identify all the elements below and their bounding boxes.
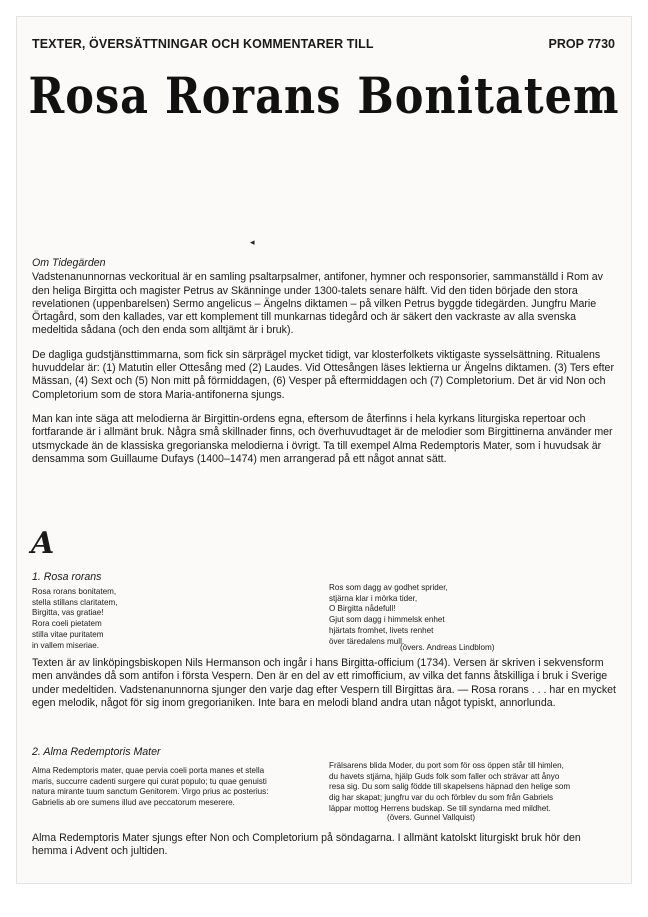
intro-section [32,257,614,477]
track-2-commentary: Alma Redemptoris Mater sjungs efter Non och Completorium på söndagarna. I allmänt katolskt liturgiskt bruk hör den hemma i Advent och jultiden. [32,832,581,858]
track-1-heading: 1. Rosa rorans [32,571,102,583]
page-title: Rosa Rorans Bonitatem [28,68,620,126]
header-subtitle: TEXTER, ÖVERSÄTTNINGAR OCH KOMMENTARER TILL [32,37,374,51]
intro-paragraph-2: De dagliga gudstjänsttimmarna, som fick sin särprägel mycket tidigt, var klosterfolkets viktigaste sysselsättning. Ritualens huvuddelar är: (1) Matutin eller Ottesång med (2) Laudes. Vid Ottesången läses lektierna ur Ängelns diktamen. (3) Ters efter Mässan, (4) Sext och (5) Non mitt på förmiddagen, (6) Vesper på eftermiddagen och (7) Completorium. Det är vid Non och Completorium som de stora Maria-antifonerna sjungs. [32,348,614,401]
track-2-latin-text: Alma Redemptoris mater, quae pervia coeli porta manes et stella maris, succurre cadenti surgere qui curat populo; tu quae genuisti natura mirante tuum sanctum Genitorem. Virgo prius ac posterius: Gabrielis ab ore sumens illud ave peccatorum meserere. [32,766,269,808]
track-2-swedish-translation: Frälsarens blida Moder, du port som för oss öppen står till himlen, du havets stjärna, hjälp Guds folk som faller och strävar att ånyo resa sig. Du som salig födde till skapelsens häpnad den helige som dig har skapat; jungfru var du och förblev du som från Gabriels läppar mottog Herrens budskap. Se till syndarna med mildhet. [329,761,571,813]
catalog-number: PROP 7730 [548,37,615,51]
track-2-heading: 2. Alma Redemptoris Mater [32,746,161,758]
track-2-translator: (övers. Gunnel Vallquist) [387,813,476,822]
track-1-swedish-translation: Ros som dagg av godhet sprider, stjärna klar i mörka tider, O Birgitta nådefull! Gjut som dagg i himmelsk enhet hjärtats fromhet, livets renhet över täredalens mull. [329,583,448,646]
intro-paragraph-3: Man kan inte säga att melodierna är Birgittin-ordens egna, eftersom de återfinns i hela kyrkans liturgiska repertoar och fortfarande är i allmänt bruk. Några små skillnader finns, och överhuvudtaget är de melodier som Birgittinerna använder mer utsmyckade än de klassiska gregorianska melodierna i övrigt. Ta till exempel Alma Redemptoris Mater, som i huvudsak är densamma som Guillaume Dufays (1400–1474) men arrangerad på ett något annat sätt. [32,412,613,465]
album-insert-page [17,17,631,883]
track-1-latin-text: Rosa rorans bonitatem, stella stillans claritatem, Birgitta, vas gratiae! Rora coeli pietatem stilla vitae puritatem in vallem miseriae. [32,587,118,650]
intro-heading: Om Tidegärden [32,257,106,269]
intro-paragraph-1: Vadstenanunnornas veckoritual är en samling psaltarpsalmer, antifoner, hymner och responsorier, sammanställd i Rom av den heliga Birgitta och magister Petrus av Skänninge under 1300-talets senare hälft. Vid den tiden började den stora revelationen (uppenbarelsen) Sermo angelicus – Ängelns diktamen – på vilken Petrus byggde tidegärden. Jungfru Marie Örtagård, som den kallades, var ett komplement till munkarnas tidegård och är säkert den vackraste av alla svenska medeltida sådana (och den enda som alltjämt är i bruk). [32,271,603,337]
side-a-initial: A [31,526,55,561]
track-1-commentary: Texten är av linköpingsbiskopen Nils Hermanson och ingår i hans Birgitta-officium (1734). Versen är skriven i sekvensform men användes då som antifon i första Vespern. Den är en del av ett rimofficium, av vilka det fanns åtskilliga i bruk i Sverige under medeltiden. Vadstenanunnorna sjunger den varje dag efter Vespern till Birgittas ära. — Rosa rorans . . . har en mycket egen melodik, något för sig inom gregorianiken. Inte bara en melodi bland andra utan något typiskt, annorlunda. [32,657,616,709]
track-1-translator: (övers. Andreas Lindblom) [400,643,495,652]
ink-speck-decoration: ◂ [250,237,255,247]
